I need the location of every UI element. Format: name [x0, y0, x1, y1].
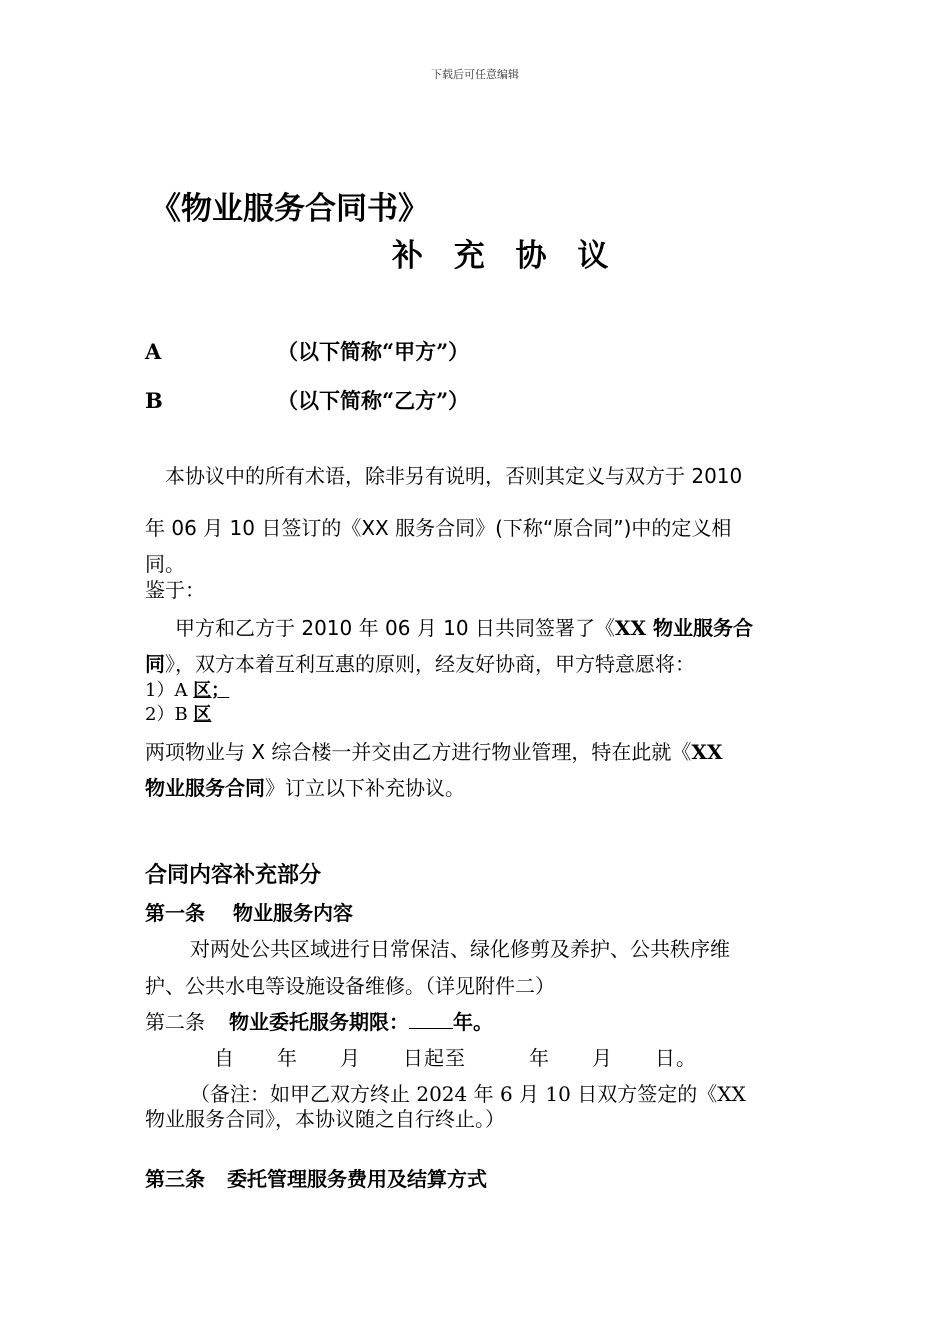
whereas-item-1 — [145, 676, 229, 702]
article-1-line-2: 护、公共水电等设施设备维修。（详见附件二） — [145, 974, 555, 998]
article-2-period: 自 年 月 日起至 年 月 日。 — [214, 1046, 697, 1070]
party-a-note: （以下简称“甲方”） — [277, 339, 470, 364]
article-1-title: 物业服务内容 — [233, 901, 353, 925]
item-2-prefix: 2）B — [145, 704, 194, 725]
article-2-remark-1: （备注：如甲乙双方终止 2024 年 6 月 10 日双方签定的《XX — [190, 1082, 746, 1106]
whereas-line-1 — [175, 612, 753, 641]
intro-line-3: 同。 — [145, 552, 185, 576]
whereas-line-2 — [145, 648, 695, 677]
term-blank — [409, 1010, 453, 1029]
party-a-letter: A — [145, 339, 162, 364]
article-2-title: 物业委托服务期限： — [229, 1010, 409, 1034]
section-title: 合同内容补充部分 — [145, 863, 322, 888]
document-subtitle: 补 充 协 议 — [392, 238, 619, 274]
whereas-line-3-text: 两项物业与 X 综合楼一并交由乙方进行物业管理，特在此就《 — [145, 740, 692, 764]
whereas-line-3 — [145, 736, 722, 765]
contract-name-bold-end: 同 — [145, 652, 165, 676]
whereas-line-4-text: 》订立以下补充协议。 — [265, 776, 465, 800]
article-3-heading — [145, 1163, 487, 1192]
item-2-area: 区 — [193, 704, 212, 725]
whereas-line-4 — [145, 772, 465, 801]
item-1-prefix: 1）A — [145, 680, 194, 701]
whereas-line-1-text: 甲方和乙方于 2010 年 06 月 10 日共同签署了《 — [175, 616, 615, 640]
whereas-item-2 — [145, 700, 211, 726]
article-2-label: 第二条 — [145, 1010, 205, 1034]
party-b — [145, 385, 469, 415]
article-1-line-1: 对两处公共区域进行日常保洁、绿化修剪及养护、公共秩序维 — [190, 937, 730, 961]
contract-name-bold-2: XX — [691, 740, 723, 764]
whereas-line-2-text: 》，双方本着互利互惠的原则，经友好协商，甲方特意愿将： — [165, 652, 695, 676]
party-b-letter: B — [145, 388, 163, 413]
article-2-remark-2: 物业服务合同》，本协议随之自行终止。） — [145, 1107, 505, 1131]
intro-line-2: 年 06 月 10 日签订的《XX 服务合同》(下称“原合同”)中的定义相 — [145, 516, 732, 540]
contract-name-bold: XX 物业服务合 — [614, 616, 753, 640]
contract-name-bold-3: 物业服务合同 — [145, 776, 265, 800]
header-note: 下载后可任意编辑 — [431, 68, 519, 81]
intro-line-1: 本协议中的所有术语，除非另有说明，否则其定义与双方于 2010 — [165, 464, 743, 488]
whereas-label: 鉴于： — [145, 578, 205, 602]
article-1-label: 第一条 — [145, 901, 205, 925]
article-3-title: 委托管理服务费用及结算方式 — [227, 1167, 487, 1191]
article-1-heading — [145, 897, 353, 926]
party-b-note: （以下简称“乙方”） — [277, 388, 470, 413]
article-2-heading — [145, 1006, 493, 1035]
party-a — [145, 336, 469, 366]
article-2-title-suffix: 年。 — [453, 1010, 493, 1034]
document-title: 《物业服务合同书》 — [150, 191, 429, 227]
item-1-area: 区； — [193, 680, 230, 701]
article-3-label: 第三条 — [145, 1167, 205, 1191]
